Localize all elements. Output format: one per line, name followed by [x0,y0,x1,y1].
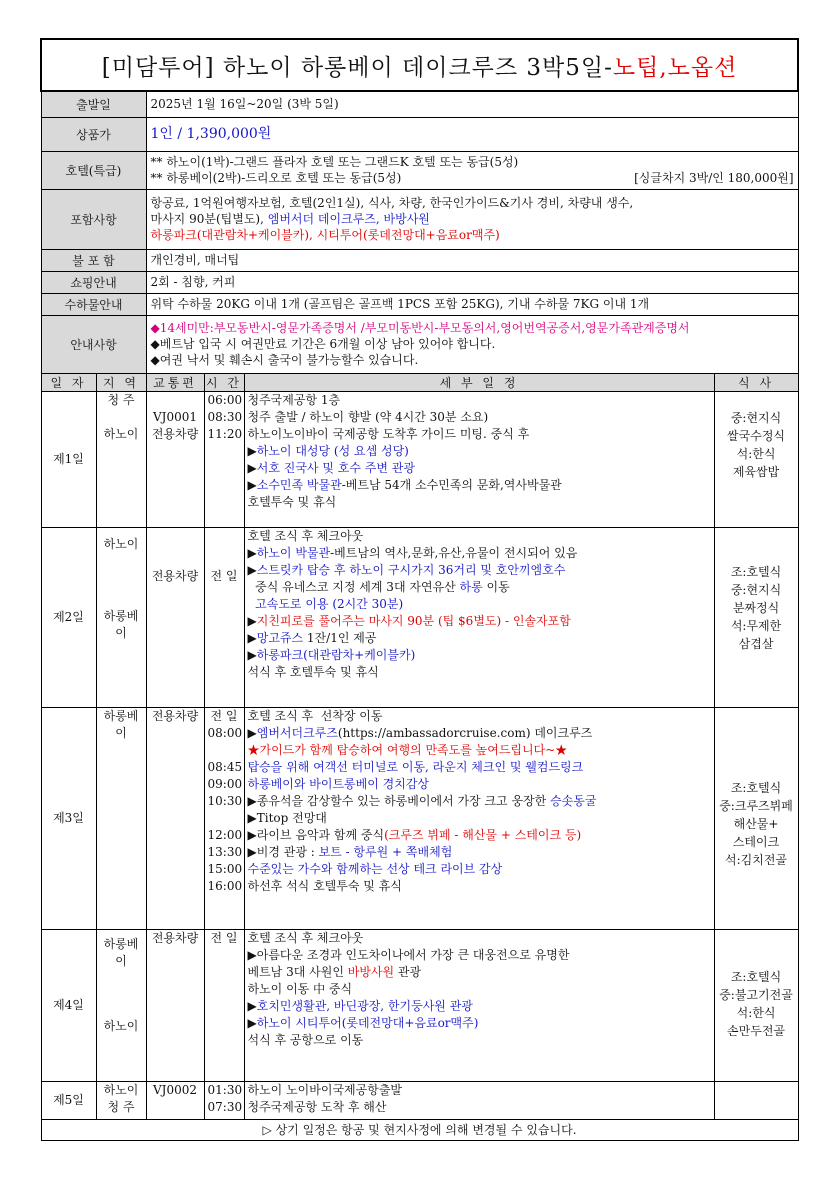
detail-highlight: 호치민생활관, 바딘광장, 한기둥사원 관광 [256,998,473,1013]
detail-highlight: 고속도로 이용 (2시간 30분) [255,596,404,611]
day-times [204,929,244,1081]
day-details [244,391,714,527]
day-locations [96,391,146,527]
day-row [41,391,798,527]
detail-line [248,878,711,895]
detail-line [248,981,711,998]
detail-line [248,1082,711,1099]
transport [150,392,201,409]
time: 08:30 [207,409,243,424]
info-text: 개인경비, 매너팁 [150,253,240,267]
meal: 조:호텔식 [730,780,782,795]
info-text: 마사지 90분(팁별도), [150,212,268,226]
transport [150,544,201,568]
meal: 쌀국수정식 [727,428,786,443]
detail-text: 하노이 이동 中 중식 [247,981,353,996]
detail-text: 베트남 3대 사원인 [247,964,348,979]
info-value [146,249,798,271]
detail-line [248,545,711,562]
detail-highlight: 보트 - 항루원 + 쪽배체험 [318,844,453,859]
info-text: ** 하노이(1박)-그랜드 플라자 호텔 또는 그랜드K 호텔 또는 동급(5성) [150,155,519,169]
time: 09:00 [207,776,243,791]
day-times [204,707,244,929]
info-text-wrap [151,126,272,142]
day-label: 제5일 [41,1081,96,1119]
location: 청 주 [107,392,135,407]
info-text-wrap [151,252,240,268]
info-row [41,151,798,189]
detail-rest: 이동 [482,579,510,594]
meal: 손만두전골 [727,1024,786,1038]
detail-highlight: 하노이 시티투어(롯데전망대+음료or맥주) [256,1015,479,1030]
info-label: 포함사항 [41,189,146,249]
detail-line [248,708,711,725]
time: 16:00 [207,878,243,893]
info-row [41,91,798,117]
detail-line [248,725,711,742]
itinerary-table [40,38,799,1141]
info-text-wrap [151,96,339,112]
info-text-wrap [151,170,402,186]
detail-text: 청주국제공항 1층 [247,392,341,407]
itinerary-sheet [40,38,797,1141]
detail-highlight: 하롱파크(대관람차+케이블카) [256,647,416,662]
footer-note: ▷ 상기 일정은 항공 및 현지사정에 의해 변경될 수 있습니다. [41,1119,798,1140]
detail-line [248,998,711,1015]
info-text-wrap [151,274,236,290]
detail-text: 중식 유네스코 지정 세계 3대 자연유산 [247,579,460,594]
info-label: 수하물안내 [41,293,146,315]
schedule-header-cell: 일 자 [41,373,96,391]
detail-line [248,1032,711,1049]
detail-text: 호텔 조식 후 체크아웃 [247,930,364,945]
detail-text: ▶종유석을 감상할수 있는 하롱베이에서 가장 크고 웅장한 [247,793,551,808]
location: 하노이 [103,426,139,441]
location: 하롱베이 [103,708,139,740]
schedule-header-cell: 지 역 [96,373,146,391]
meal [718,528,795,546]
detail-text: ▶Titop 전망대 [247,810,327,825]
info-line [151,336,794,352]
detail-line [248,947,711,964]
detail-highlight: 수준있는 가수와 함께하는 선상 테크 라이브 감상 [247,861,503,876]
detail-rest: -베트남의 역사,문화,유산,유물이 전시되어 있음 [330,545,578,560]
detail-text: 청주 출발 / 하노이 향발 (약 4시간 30분 소요) [247,409,489,424]
detail-line [248,1099,711,1116]
detail-line [248,844,711,861]
detail-emphasis: ★가이드가 함께 탑승하여 여행의 만족도를 높여드립니다~★ [247,742,568,757]
meal [718,546,795,564]
detail-line [248,392,711,409]
title-main: [미담투어] 하노이 하롱베이 데이크루즈 3박5일- [101,54,613,81]
info-line [151,227,794,243]
info-value [146,91,798,117]
info-text: ◆14세미만:부모동반시-영문가족증명서 /부모미동반시-부모동의서,영어번역공증서,영문가족관계증명서 [150,321,690,335]
meal: 분짜정식 [732,600,780,615]
day-details [244,1081,714,1119]
meal: 조:호텔식 [730,970,782,984]
detail-text: 하노이노이바이 국제공항 도착후 가이드 미팅. 중식 후 [247,426,530,441]
meal: 석:무제한 [730,618,782,633]
location: 하노이 [103,1082,139,1097]
detail-text: ▶아름다운 조경과 인도차이나에서 가장 큰 대웅전으로 유명한 [247,947,570,962]
time: 전 일 [210,568,238,583]
detail-text: 하노이 노이바이국제공항출발 [247,1082,403,1097]
info-row [41,293,798,315]
transport: 전용차량 [151,930,199,945]
detail-rest: (https://ambassadorcruise.com) 데이크루즈 [337,725,593,740]
detail-highlight: 승솟동굴 [550,793,597,808]
info-text-wrap [151,336,496,352]
info-row [41,189,798,249]
detail-text: ▶ [247,1015,257,1030]
detail-text: ▶비경 관광 : [247,844,319,859]
detail-text: ▶ [247,562,257,577]
time: 12:00 [207,827,243,842]
info-text: ◆베트남 입국 시 여권만료 기간은 6개월 이상 남아 있어야 합니다. [150,337,496,351]
day-label: 제1일 [41,391,96,527]
time: 15:00 [207,861,243,876]
detail-emphasis: 바방사원 [347,964,395,979]
info-line [151,211,794,227]
meal: 중:현지식 [730,410,782,425]
time: 전 일 [210,708,238,723]
detail-line [248,964,711,981]
meal: 석:한식 [736,1006,776,1020]
detail-highlight: 스트릿카 탑승 후 하노이 구시가지 36거리 및 호안끼엠호수 [256,562,566,577]
detail-line [248,409,711,426]
schedule-header-cell: 교통편 [146,373,204,391]
info-text: 위탁 수하물 20KG 이내 1개 (골프팀은 골프백 1PCS 포함 25KG), 기내 수하물 7KG 이내 1개 [150,297,650,311]
info-text: 2회 - 침향, 커피 [150,275,236,289]
schedule-header-cell: 세 부 일 정 [244,373,714,391]
meal: 스테이크 [732,834,780,849]
detail-line [248,742,711,759]
time [208,544,241,568]
location [100,584,143,608]
meal: 조:호텔식 [730,564,782,579]
day-row [41,1081,798,1119]
detail-line [248,443,711,460]
detail-line [248,528,711,545]
meal [718,744,795,762]
detail-line [248,579,711,596]
time: 06:00 [207,392,243,407]
detail-line [248,494,711,511]
transport: 전용차량 [151,426,199,441]
meal: 석:김치전골 [725,852,788,867]
info-line [151,195,794,211]
day-transport [146,527,204,707]
day-row [41,929,798,1081]
detail-text: 호텔 조식 후 선착장 이동 [247,708,383,723]
time: 13:30 [207,844,243,859]
detail-text: 호텔투숙 및 휴식 [247,494,337,509]
meal [718,762,795,780]
detail-line [248,477,711,494]
detail-line [248,647,711,664]
day-locations [96,707,146,929]
detail-text: 하선후 석식 호텔투숙 및 휴식 [247,878,402,893]
info-label: 호텔(특급) [41,151,146,189]
meal [718,392,795,410]
info-value [146,189,798,249]
detail-highlight: 소수민족 박물관 [256,477,342,492]
day-details [244,929,714,1081]
info-text-highlight: 엠버서더 데이크루즈, 바방사원 [267,212,430,226]
info-value [146,271,798,293]
info-text: 1인 / 1,390,000원 [150,126,272,142]
single-charge: [싱글차지 3박/인 180,000원] [634,171,794,185]
meal: 제육쌈밥 [732,464,780,479]
info-text-wrap [151,227,500,243]
info-label: 안내사항 [41,315,146,373]
info-row [41,249,798,271]
info-line [151,154,794,170]
meal: 석:한식 [736,446,776,461]
detail-line [248,630,711,647]
detail-line [248,776,711,793]
detail-text: ▶라이브 음악과 함께 중식 [247,827,385,842]
info-line [151,352,794,368]
day-row [41,527,798,707]
day-meals [714,929,798,1081]
info-text-wrap [151,211,430,227]
info-row [41,271,798,293]
detail-highlight: 서호 진국사 및 호수 주변 관광 [256,460,415,475]
location: 하롱베이 [103,608,139,640]
day-label: 제4일 [41,929,96,1081]
day-label: 제3일 [41,707,96,929]
transport: 전용차량 [151,568,199,583]
info-text: 2025년 1월 16일~20일 (3박 5일) [150,97,339,112]
info-line [151,126,794,142]
info-text-wrap [151,154,519,170]
info-text: 항공료, 1억원여행자보험, 호텔(2인1실), 식사, 차량, 한국인가이드&기사 경비, 차량내 생수, [150,196,634,210]
detail-text: 석식 후 공항으로 이동 [247,1032,364,1047]
detail-rest: 관광 [394,964,422,979]
detail-line [248,759,711,776]
detail-text: ▶ [247,613,257,628]
location: 하노이 [103,1018,139,1033]
info-text-wrap [151,296,650,312]
detail-line [248,460,711,477]
detail-text: 청주국제공항 도착 후 해산 [247,1099,387,1114]
time: 11:20 [207,426,243,441]
location [100,970,143,994]
day-times [204,527,244,707]
location: 하노이 [103,536,139,551]
day-row [41,707,798,929]
detail-emphasis: (크루즈 뷔페 - 해산물 + 스테이크 등) [384,827,582,842]
info-label: 불 포 함 [41,249,146,271]
transport: VJ0002 [152,1082,197,1097]
meal: 중:크루즈뷔페 [719,798,793,813]
day-transport [146,929,204,1081]
info-value [146,293,798,315]
location: 하롱베이 [103,936,139,968]
schedule-header-cell: 시 간 [204,373,244,391]
meal [718,708,795,726]
detail-text: 석식 후 호텔투숙 및 휴식 [247,664,379,679]
detail-line [248,664,711,681]
detail-line [248,562,711,579]
info-line [151,96,794,112]
time: 08:00 [207,725,243,740]
day-times [204,391,244,527]
info-text-wrap [151,352,419,368]
info-text-wrap [151,320,690,336]
transport: 전용차량 [151,708,199,723]
detail-highlight: 하롱베이와 바이트롱베이 경치감상 [247,776,430,791]
info-label: 상품가 [41,117,146,151]
detail-line [248,810,711,827]
day-locations [96,527,146,707]
info-line [151,274,794,290]
day-details [244,527,714,707]
info-text-wrap [151,195,634,211]
detail-highlight: 엠버서더크루즈 [256,725,338,740]
detail-line [248,426,711,443]
info-line [151,252,794,268]
info-value [146,117,798,151]
detail-line [248,827,711,844]
day-meals [714,1081,798,1119]
day-transport [146,707,204,929]
info-text: 하롱파크(대관람차+케이블카), 시티투어(롯데전망대+음료or맥주) [150,228,500,242]
schedule-header [41,373,798,391]
detail-text: ▶ [247,545,257,560]
info-text: ** 하롱베이(2박)-드리오로 호텔 또는 동급(5성) [150,171,402,185]
info-text: ◆여권 낙서 및 훼손시 출국이 불가능할수 있습니다. [150,353,419,367]
info-line [151,320,794,336]
transport: VJ0001 [152,409,197,424]
detail-text: ▶ [247,630,257,645]
day-locations [96,929,146,1081]
detail-rest: -베트남 54개 소수민족의 문화,역사박물관 [341,477,562,492]
time: 10:30 [207,793,243,808]
detail-highlight: 탑승을 위해 여객선 터미널로 이동, 라운지 체크인 및 웰컴드링크 [247,759,584,774]
time [208,742,241,759]
detail-text: ▶ [247,998,257,1013]
detail-highlight: 하롱 [459,579,483,594]
schedule-header-cell: 식 사 [714,373,798,391]
time: 08:45 [207,759,243,774]
detail-text [248,597,256,611]
day-meals [714,527,798,707]
time: 07:30 [207,1099,243,1114]
info-row [41,117,798,151]
detail-highlight: 하노이 박물관 [256,545,331,560]
info-row [41,315,798,373]
time [208,810,241,827]
detail-line [248,930,711,947]
meal [718,726,795,744]
detail-text: ▶ [247,647,257,662]
day-label: 제2일 [41,527,96,707]
title-highlight: 노팁,노옵션 [612,54,738,81]
info-label: 출발일 [41,91,146,117]
day-transport [146,391,204,527]
time: 01:30 [207,1082,243,1097]
meal: 중:현지식 [730,582,782,597]
time: 전 일 [210,930,238,945]
meal: 삼겹살 [738,636,774,651]
detail-text: ▶ [247,460,257,475]
day-meals [714,391,798,527]
detail-emphasis: 지친피로를 풀어주는 마사지 90분 (팁 $6별도) - 인솔자포함 [256,613,571,628]
detail-text: ▶ [247,477,257,492]
location [100,560,143,584]
detail-line [248,613,711,630]
meal: 중:불고기전골 [719,988,793,1002]
location [100,994,143,1018]
day-times [204,1081,244,1119]
detail-text: 호텔 조식 후 체크아웃 [247,528,364,543]
info-label: 쇼핑안내 [41,271,146,293]
day-details [244,707,714,929]
detail-rest: 1잔/1인 제공 [303,630,377,645]
page-title [41,39,798,91]
detail-highlight: 망고쥬스 [256,630,304,645]
detail-line [248,596,711,613]
detail-line [248,1015,711,1032]
info-line [151,296,794,312]
location [100,409,143,426]
detail-line [248,793,711,810]
meal: 해산물+ [733,816,779,831]
detail-text: ▶ [247,443,257,458]
detail-text: ▶ [247,725,257,740]
location: 청 주 [107,1099,135,1114]
info-value [146,315,798,373]
info-line [151,170,794,186]
day-locations [96,1081,146,1119]
detail-highlight: 하노이 대성당 (성 요셉 성당) [256,443,409,458]
info-value [146,151,798,189]
day-transport [146,1081,204,1119]
detail-line [248,861,711,878]
day-meals [714,707,798,929]
footer-row [41,1119,798,1140]
